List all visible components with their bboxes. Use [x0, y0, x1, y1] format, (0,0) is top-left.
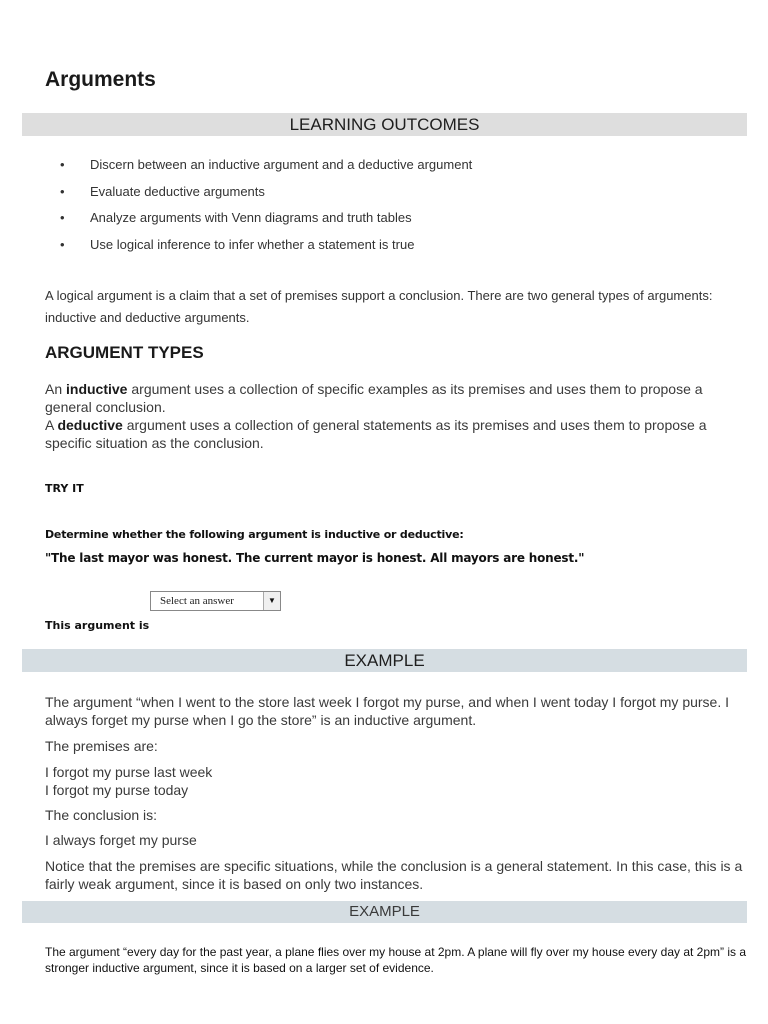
example-2-text: The argument “every day for the past year, a plane flies over my house at 2pm. A plane will fly over my house every day at 2pm” is a stronger inductive argument, since it is based on a larger set of evidence. [45, 945, 747, 975]
conclusion-label: The conclusion is: [45, 807, 158, 823]
list-item [60, 210, 472, 237]
premise-item: I forgot my purse last week [45, 764, 213, 780]
bullet-icon: • [60, 236, 65, 252]
outcome-text: Use logical inference to infer whether a statement is true [90, 236, 415, 252]
list-item [60, 184, 472, 211]
argument-types-paragraph [45, 380, 745, 452]
learning-outcomes-header: LEARNING OUTCOMES [22, 113, 747, 136]
bullet-icon: • [60, 210, 65, 225]
try-it-quote: "The last mayor was honest. The current mayor is honest. All mayors are honest." [45, 551, 585, 565]
notice-paragraph: Notice that the premises are specific situations, while the conclusion is a general statement. In this case, this is a fairly weak argument, since it is based on only two instances. [45, 858, 743, 892]
inductive-term: inductive [66, 381, 128, 397]
premise-item: I forgot my purse today [45, 782, 189, 798]
answer-select-value: Select an answer [160, 595, 234, 607]
deductive-definition: argument uses a collection of general statements as its premises and uses them to propose a specific situation as the conclusion. [45, 417, 707, 451]
answer-label: This argument is [45, 619, 150, 632]
inductive-definition: argument uses a collection of specific examples as its premises and uses them to propose a general conclusion. [45, 381, 703, 415]
conclusion-text: I always forget my purse [45, 832, 197, 848]
inductive-lead: An [45, 381, 67, 397]
bullet-icon: • [60, 157, 65, 172]
page-title: Arguments [45, 68, 156, 91]
premises-list [45, 763, 745, 799]
chevron-down-icon[interactable]: ▼ [263, 592, 280, 610]
example-text: The argument “when I went to the store last week I forgot my purse, and when I went today I forgot my purse. I always forget my purse when I go the store” is an inductive argument. [45, 694, 730, 728]
outcome-text: Discern between an inductive argument and a deductive argument [90, 157, 473, 172]
outcome-text: Analyze arguments with Venn diagrams and truth tables [90, 210, 412, 225]
premises-label: The premises are: [45, 738, 158, 754]
try-it-instruction: Determine whether the following argument is inductive or deductive: [45, 528, 464, 541]
intro-paragraph: A logical argument is a claim that a set of premises support a conclusion. There are two general types of arguments: inductive and deductive arguments. [45, 288, 713, 325]
deductive-lead: A [45, 417, 58, 433]
example-header: EXAMPLE [22, 649, 747, 672]
list-item [60, 237, 472, 264]
learning-outcomes-list [60, 157, 472, 263]
outcome-text: Evaluate deductive arguments [90, 183, 265, 199]
example-header-2: EXAMPLE [22, 901, 747, 923]
deductive-term: deductive [57, 417, 123, 433]
answer-select[interactable] [150, 591, 281, 611]
try-it-label: TRY IT [45, 482, 84, 495]
list-item [60, 157, 472, 184]
argument-types-heading: ARGUMENT TYPES [45, 343, 204, 362]
bullet-icon: • [60, 183, 65, 199]
